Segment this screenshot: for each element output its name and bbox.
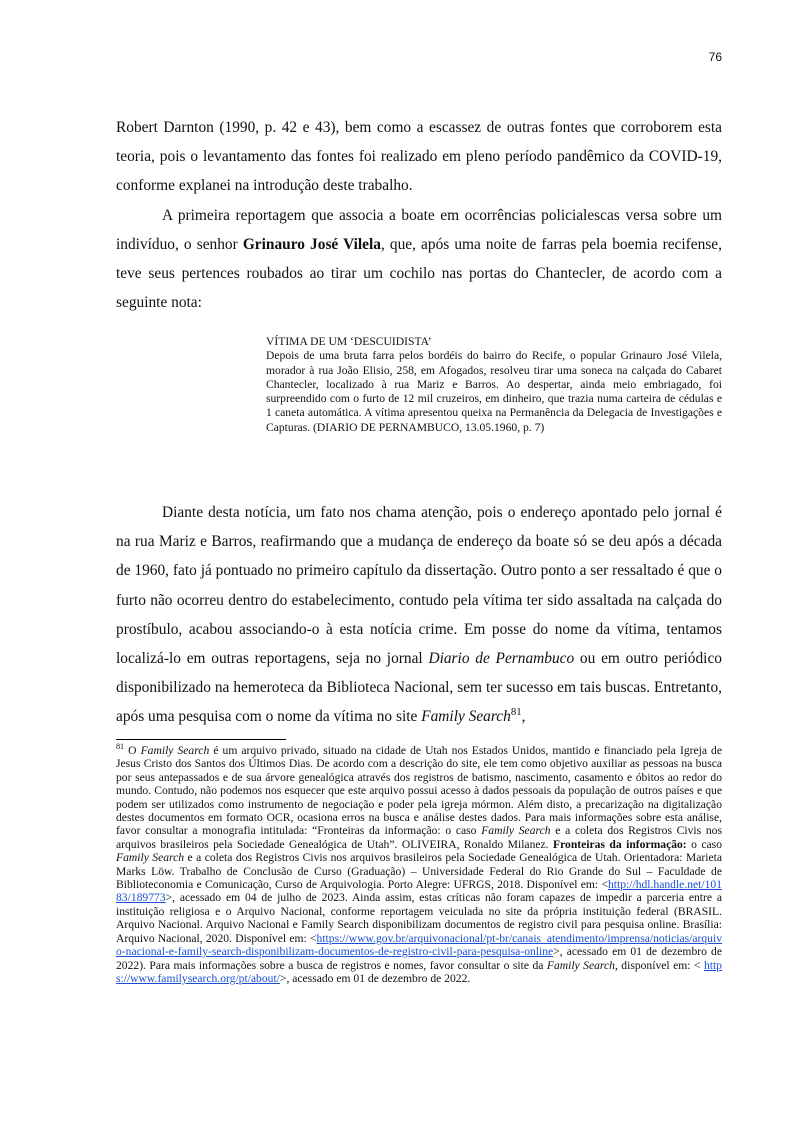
quote-text: Depois de uma bruta farra pelos bordéis do bairro do Recife, o popular Grinauro José Vilela, morador à rua João Elisio, 258, em Afogados, resolveu tirar uma soneca na calçada do Cabaret Chantecler, localizado à rua Mariz e Barros. Ao despertar, ainda meio embriagado, foi surpreendido com o furto de 12 mil cruzeiros, em dinheiro, que trazia numa carteira de cédulas e 1 caneta automática. A vítima apresentou queixa na Permanência da Delegacia de Investigações e Capturas. (DIARIO DE PERNAMBUCO, 13.05.1960, p. 7): [266, 349, 722, 434]
newspaper-title: Diario de Pernambuco: [428, 650, 575, 668]
link-familysearch-about[interactable]: https://www.familysearch.org/pt/about/: [116, 958, 722, 985]
footnote-span: o caso: [686, 837, 722, 851]
link-arquivo-nacional[interactable]: https://www.gov.br/arquivonacional/pt-br/canais_atendimento/imprensa/noticias/arquivo-nacional-e-family-search-disponibilizam-documentos-de-registro-civil-para-pesquisa-online: [116, 931, 722, 959]
paragraph-continuation: Robert Darnton (1990, p. 42 e 43), bem como a escassez de outras fontes que corroborem esta teoria, pois o levantamento das fontes foi realizado em pleno período pandêmico da COVID-19, conforme explanei na introdução deste trabalho.: [116, 119, 722, 195]
footnote-span: >, acessado em 04 de julho de 2023. Ainda assim, estas críticas não foram capazes de impedir a parceria entre a instituição religiosa e o Arquivo Nacional, conforme reportagem veiculada no site da própria instituição federal (BRASIL. Arquivo Nacional. Arquivo Nacional e Family Search disponibilizam documentos de registro civil para pesquisa online. Brasília: Arquivo Nacional, 2020. Disponível em: <: [116, 891, 722, 945]
link-ufrgs-handle[interactable]: http://hdl.handle.net/10183/189773: [116, 878, 722, 905]
footnote-italic: Family Search: [546, 958, 615, 972]
quote-title: VÍTIMA DE UM ‘DESCUIDISTA’: [266, 335, 432, 348]
paragraph-first-report: [116, 201, 722, 318]
paragraph-text: , que, após uma noite de farras pela boemia recifense, teve seus pertences roubados ao tirar um cochilo nas portas do Chantecler, de acordo com a seguinte nota:: [116, 235, 722, 312]
paragraph-analysis: [116, 498, 722, 732]
site-name: Family Search: [421, 708, 511, 726]
footnote-reference[interactable]: 81: [510, 706, 522, 719]
footnote-span: >, acessado em 01 de dezembro de 2022). Para mais informações sobre a busca de registros e nomes, favor consultar o site da: [116, 945, 722, 972]
footnote-span: e a coleta dos Registros Civis nos arquivos brasileiros pela Sociedade Genealógica de Utah. Orientadora: Marieta Marks Löw. Trabalho de Conclusão de Curso (Graduação) – Universidade Federal do Rio Grande do Sul – Faculdade de Biblioteconomia e Comunicação, Curso de Arquivologia. Porto Alegre: UFRGS, 2018. Disponível em: <: [116, 851, 722, 892]
paragraph-text: Diante desta notícia, um fato nos chama atenção, pois o endereço apontado pelo jornal é na rua Mariz e Barros, reafirmando que a mudança de endereço da boate só se deu após a década de 1960, fato já pontuado no primeiro capítulo da dissertação. Outro ponto a ser ressaltado é que o furto não ocorreu dentro do estabelecimento, contudo pela vítima ter sido assaltada na calçada do prostíbulo, acabou associando-o à esta notícia crime. Em posse do nome da vítima, tentamos localizá-lo em outras reportagens, seja no jornal: [116, 504, 722, 668]
footnote-span: é um arquivo privado, situado na cidade de Utah nos Estados Unidos, mantido e financiado pela Igreja de Jesus Cristo dos Santos dos Últimos Dias. De acordo com a descrição do site, ele tem como objetivo auxiliar as pessoas na busca por seus antepassados e de sua árvore genealógica através dos registros de batismo, nascimento, casamento e óbitos ao redor do mundo. Contudo, não podemos nos esquecer que este arquivo possui acesso à dados pessoais da população de outros países e que podem ser utilizados como instrumento de negociação e poder pela igreja mórmon. Além disto, a precarização na digitalização destes documentos em formato OCR, ocasiona erros na busca e análise destes dados. Para mais informações sobre esta análise, favor consultar a monografia intitulada: “Fronteiras da informação: o caso: [116, 744, 722, 838]
footnote-separator: [116, 739, 286, 740]
block-quote: [266, 335, 722, 435]
footnote-span: , disponível em: <: [614, 958, 704, 972]
body-text-top: [116, 113, 722, 317]
paragraph-text: A primeira reportagem que associa a boate em ocorrências policialescas versa sobre um indivíduo, o senhor: [116, 206, 722, 253]
paragraph-text: ou em outro periódico disponibilizado na hemeroteca da Biblioteca Nacional, sem ter sucesso em tais buscas. Entretanto, após uma pesquisa com o nome da vítima no site: [116, 650, 722, 726]
footnote-bold: Fronteiras da informação:: [553, 837, 687, 851]
body-text-bottom: [116, 498, 722, 732]
footnote-italic: Family Search: [481, 824, 551, 838]
footnote-italic: Family Search: [116, 851, 185, 865]
footnote-span: O: [124, 744, 141, 757]
footnote-marker: 81: [116, 742, 125, 752]
footnote-81: [116, 744, 722, 985]
victim-name-bold: Grinauro José Vilela: [242, 235, 381, 253]
footnote-span: e a coleta dos Registros Civis nos arquivos brasileiros pela Sociedade Genealógica de Utah”. OLIVEIRA, Ronaldo Milanez.: [116, 824, 722, 851]
footnote-span: >, acessado em 01 de dezembro de 2022.: [279, 971, 471, 985]
paragraph-text: ,: [521, 708, 526, 726]
footnote-text: [116, 744, 722, 985]
footnote-italic: Family Search: [140, 744, 210, 757]
page-number: 76: [708, 50, 722, 64]
